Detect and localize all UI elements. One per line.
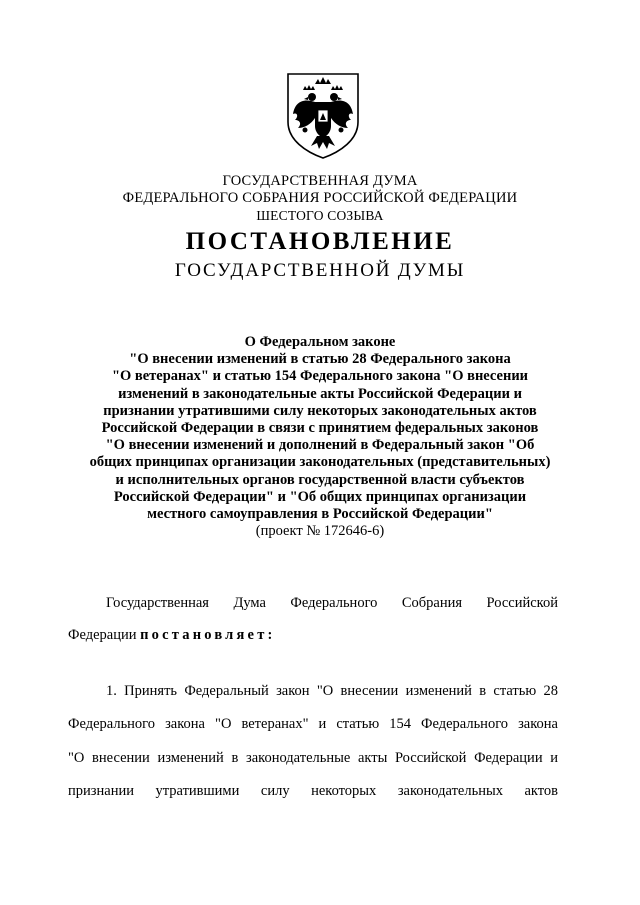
- item-1-line: признании утратившими силу некоторых законодательных актов: [68, 783, 558, 799]
- coat-of-arms-emblem: [285, 70, 361, 160]
- preamble-line: [68, 626, 558, 644]
- document-type-subtitle: ГОСУДАРСТВЕННОЙ ДУМЫ: [174, 260, 466, 281]
- preamble-line: Государственная Дума Федерального Собрания Российской: [106, 595, 558, 611]
- resolution-verb: постановляет:: [140, 627, 276, 643]
- subject-line: "О ветеранах" и статью 154 Федерального закона "О внесении: [111, 368, 529, 385]
- item-1-line: "О внесении изменений в законодательные акты Российской Федерации и: [68, 750, 558, 766]
- subject-line: О Федеральном законе: [244, 334, 396, 350]
- subject-line: и исполнительных органов государственной власти субъектов: [115, 471, 525, 488]
- subject-line: изменений в законодательные акты Российской Федерации и: [118, 385, 522, 402]
- item-1-line: 1. Принять Федеральный закон "О внесении изменений в статью 28: [106, 683, 558, 699]
- subject-line: общих принципах организации законодательных (представительных): [89, 454, 551, 471]
- subject-line: Российской Федерации в связи с принятием федеральных законов: [101, 420, 539, 437]
- document-type-title: ПОСТАНОВЛЕНИЕ: [185, 228, 455, 255]
- convocation: ШЕСТОГО СОЗЫВА: [256, 208, 384, 223]
- institution-name: ГОСУДАРСТВЕННАЯ ДУМА: [222, 173, 418, 189]
- subject-line: "О внесении изменений в статью 28 Федерального закона: [129, 351, 511, 368]
- subject-line: признании утратившими силу некоторых законодательных актов: [103, 402, 537, 419]
- item-1-line: Федерального закона "О ветеранах" и статью 154 Федерального закона: [68, 716, 558, 732]
- subject-line: местного самоуправления в Российской Федерации": [147, 506, 493, 523]
- document-subject: [60, 334, 580, 540]
- subject-line: Российской Федерации" и "Об общих принципах организации: [113, 488, 527, 505]
- institution-subtitle: ФЕДЕРАЛЬНОГО СОБРАНИЯ РОССИЙСКОЙ ФЕДЕРАЦИИ: [122, 190, 518, 206]
- preamble-subject: Федерации: [68, 627, 137, 643]
- subject-line: "О внесении изменений и дополнений в Федеральный закон "Об: [105, 437, 535, 454]
- project-number: (проект № 172646-6): [255, 523, 385, 540]
